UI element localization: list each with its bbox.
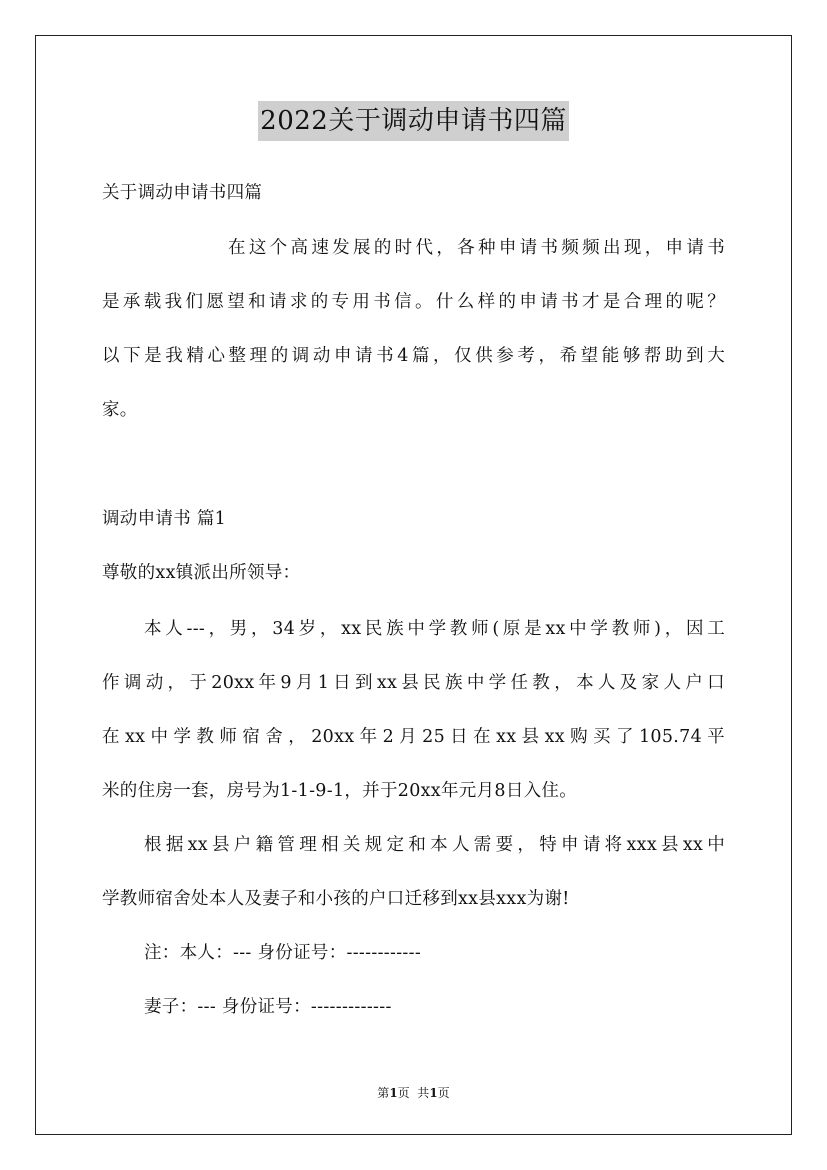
intro-line-3: 以下是我精心整理的调动申请书4篇，仅供参考，希望能够帮助到大 <box>102 346 725 366</box>
footer-mid: 页 共 <box>397 1086 430 1100</box>
intro-line-1: 在这个高速发展的时代，各种申请书频频出现，申请书 <box>228 238 725 258</box>
note-spouse: 妻子：--- 身份证号：------------- <box>144 997 392 1017</box>
subtitle-line: 关于调动申请书四篇 <box>102 183 263 203</box>
footer-prefix: 第 <box>377 1086 390 1100</box>
page-footer <box>0 1084 827 1102</box>
section-heading: 调动申请书 篇1 <box>102 509 227 529</box>
salutation: 尊敬的xx镇派出所领导： <box>102 563 301 583</box>
document-title: 2022关于调动申请书四篇 <box>258 101 569 141</box>
body-line-4: 米的住房一套，房号为1-1-9-1，并于20xx年元月8日入住。 <box>102 781 578 801</box>
body-line-6: 学教师宿舍处本人及妻子和小孩的户口迁移到xx县xxx为谢! <box>102 889 570 909</box>
body-line-5: 根据xx县户籍管理相关规定和本人需要，特申请将xxx县xx中 <box>144 835 725 855</box>
footer-page-total: 1 <box>429 1086 438 1100</box>
intro-line-2: 是承载我们愿望和请求的专用书信。什么样的申请书才是合理的呢？ <box>102 292 725 312</box>
intro-line-4: 家。 <box>102 400 138 420</box>
title-container <box>0 101 827 141</box>
footer-page-number: 1 <box>389 1086 398 1100</box>
body-line-2: 作调动，于20xx年9月1日到xx县民族中学任教，本人及家人户口 <box>102 673 725 693</box>
footer-suffix: 页 <box>437 1086 450 1100</box>
body-line-3: 在xx中学教师宿舍，20xx年2月25日在xx县xx购买了105.74平 <box>102 727 725 747</box>
body-line-1: 本人---，男，34岁，xx民族中学教师(原是xx中学教师)，因工 <box>144 619 725 639</box>
note-self: 注：本人：--- 身份证号：------------ <box>144 943 422 963</box>
